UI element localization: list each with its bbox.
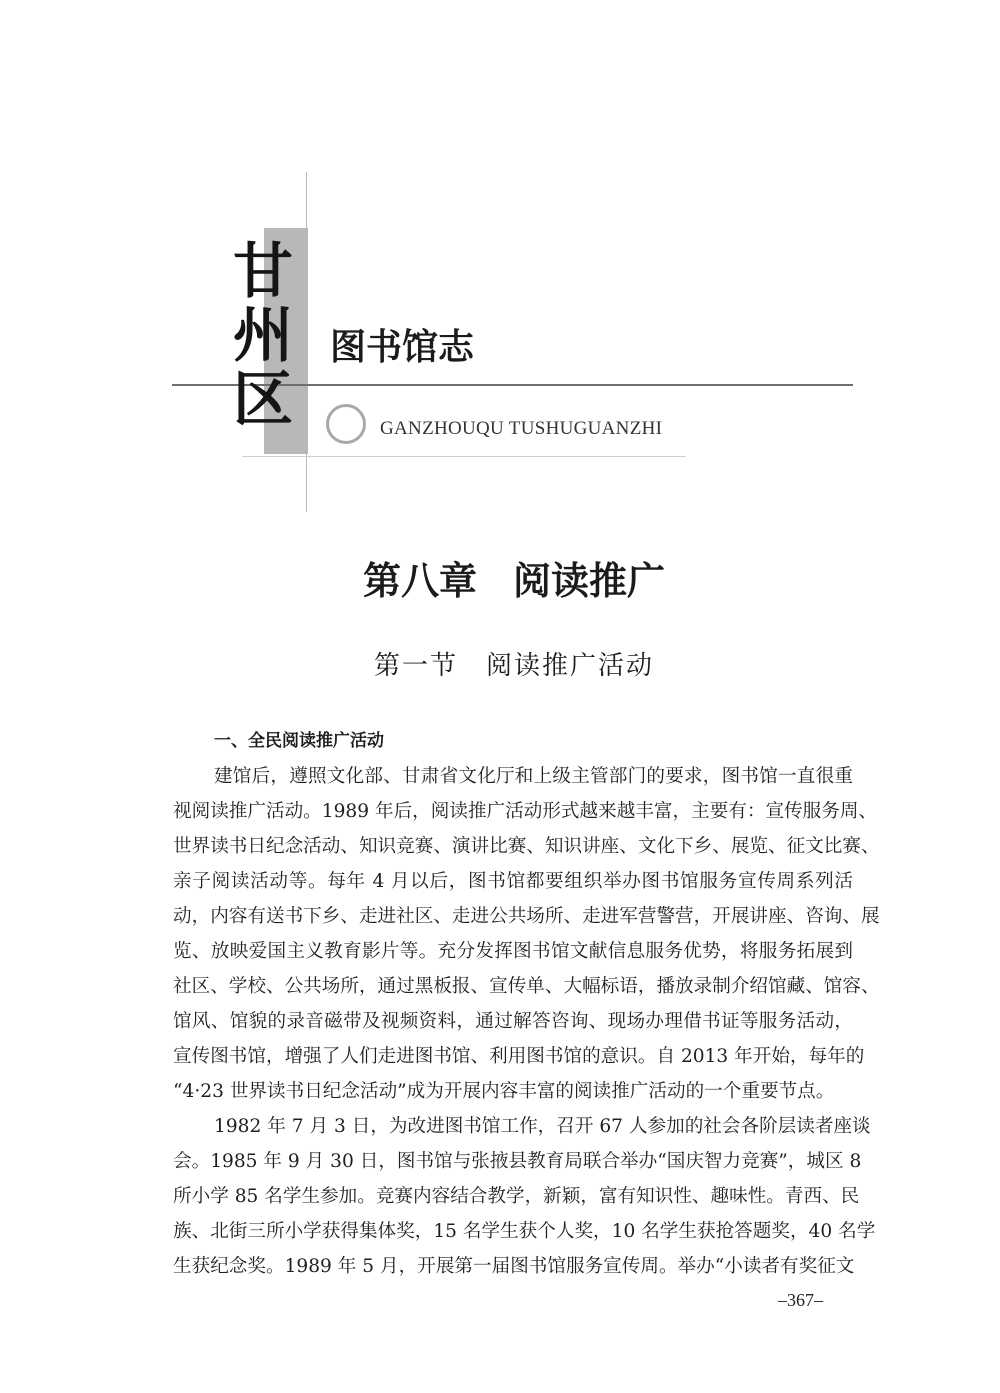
book-title: 图书馆志 — [330, 327, 475, 368]
vertical-title-char: 区 — [233, 365, 293, 435]
body-line: 视阅读推广活动。1989 年后，阅读推广活动形式越来越丰富，主要有：宣传服务周、 — [173, 801, 878, 822]
body-line: 1982 年 7 月 3 日，为改进图书馆工作，召开 67 人参加的社会各阶层读者座谈 — [214, 1116, 871, 1137]
section-number: 第一节 — [373, 651, 458, 681]
circle-icon — [326, 404, 366, 444]
vertical-title-char: 甘 — [233, 237, 293, 307]
body-line: 所小学 85 名学生参加。竞赛内容结合教学，新颖，富有知识性、趣味性。青西、民 — [173, 1186, 860, 1207]
body-line: 宣传图书馆，增强了人们走进图书馆、利用图书馆的意识。自 2013 年开始，每年的 — [173, 1046, 865, 1067]
vertical-title-char: 州 — [233, 301, 293, 371]
pinyin-title: GANZHOUQU TUSHUGUANZHI — [380, 418, 663, 439]
body-line: “4·23 世界读书日纪念活动”成为开展内容丰富的阅读推广活动的一个重要节点。 — [173, 1081, 835, 1102]
page-number: –367– — [778, 1290, 823, 1310]
body-line: 生获纪念奖。1989 年 5 月，开展第一届图书馆服务宣传周。举办“小读者有奖征文 — [173, 1256, 855, 1277]
body-line: 览、放映爱国主义教育影片等。充分发挥图书馆文献信息服务优势，将服务拓展到 — [173, 941, 853, 962]
section-heading — [0, 646, 1000, 686]
chapter-title: 阅读推广 — [513, 558, 666, 603]
body-line: 建馆后，遵照文化部、甘肃省文化厅和上级主管部门的要求，图书馆一直很重 — [214, 766, 853, 787]
header-thin-rule — [242, 456, 686, 457]
chapter-heading — [0, 556, 1000, 606]
body-line: 会。1985 年 9 月 30 日，图书馆与张掖县教育局联合举办“国庆智力竞赛”，城区 8 — [173, 1151, 862, 1172]
body-line: 馆风、馆貌的录音磁带及视频资料，通过解答咨询、现场办理借书证等服务活动， — [173, 1011, 853, 1032]
body-line: 社区、学校、公共场所，通过黑板报、宣传单、大幅标语，播放录制介绍馆藏、馆容、 — [173, 976, 880, 997]
body-line: 动，内容有送书下乡、走进社区、走进公共场所、走进军营警营，开展讲座、咨询、展 — [173, 906, 880, 927]
subheading: 一、全民阅读推广活动 — [214, 731, 384, 751]
section-title: 阅读推广活动 — [486, 651, 655, 681]
chapter-number: 第八章 — [362, 558, 477, 603]
vertical-calligraphy-title — [228, 237, 298, 435]
body-line: 亲子阅读活动等。每年 4 月以后，图书馆都要组织举办图书馆服务宣传周系列活 — [173, 871, 853, 892]
body-line: 族、北街三所小学获得集体奖，15 名学生获个人奖，10 名学生获抢答题奖，40 名学 — [173, 1221, 876, 1242]
body-line: 世界读书日纪念活动、知识竞赛、演讲比赛、知识讲座、文化下乡、展览、征文比赛、 — [173, 836, 880, 857]
